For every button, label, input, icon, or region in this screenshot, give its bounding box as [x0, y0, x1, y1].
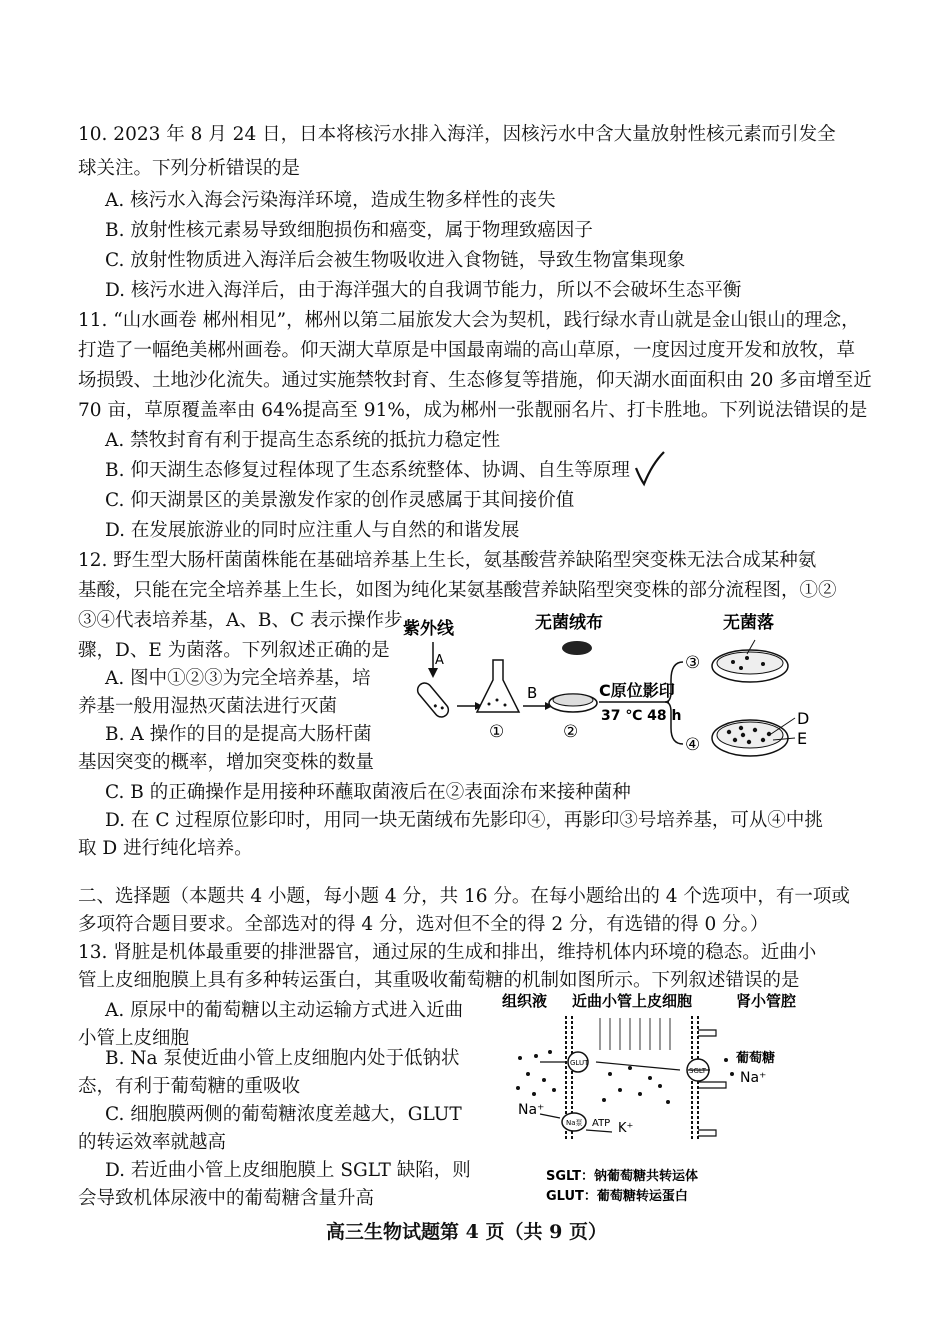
page-footer: 高三生物试题第 4 页（共 9 页） — [326, 1221, 607, 1243]
q13-option-a-line2: 小管上皮细胞 — [78, 1028, 190, 1049]
q12-stem-line4: 骤，D、E 为菌落。下列叙述正确的是 — [78, 640, 390, 661]
plate-2-medium — [553, 694, 593, 706]
checkmark-icon — [632, 448, 668, 488]
colony — [761, 738, 765, 742]
q13-option-c-line2: 的转运效率就越高 — [78, 1132, 227, 1153]
legend-glut: GLUT：葡萄糖转运蛋白 — [546, 1189, 688, 1204]
colony — [767, 732, 771, 736]
no-colony-label: 无菌落 — [723, 613, 774, 633]
colony — [733, 738, 737, 742]
q12-stem-line2: 基酸，只能在完全培养基上生长，如图为纯化某氨基酸营养缺陷型突变株的部分流程图，①② — [78, 580, 837, 601]
q12-stem-line1: 12. 野生型大肠杆菌菌株能在基础培养基上生长，氨基酸营养缺陷型突变株无法合成某种氨 — [78, 550, 817, 571]
colony — [731, 660, 735, 664]
sglt-label: SGLT — [689, 1067, 707, 1075]
uv-label: 紫外线 — [403, 619, 454, 639]
q12-option-d-line2: 取 D 进行纯化培养。 — [78, 838, 253, 859]
q11-stem-line3: 场损毁、土地沙化流失。通过实施禁牧封育、生态修复等措施，仰天湖水面面积由 20 多亩增至近 — [78, 370, 872, 391]
q10-option-a: A. 核污水入海会污染海洋环境，造成生物多样性的丧失 — [105, 190, 556, 211]
q12-option-b-line2: 基因突变的概率，增加突变株的数量 — [78, 752, 375, 773]
q11-stem-line4: 70 亩，草原覆盖率由 64%提高至 91%，成为郴州一张靓丽名片、打卡胜地。下列说法错误的是 — [78, 400, 868, 421]
plate-3-medium — [717, 652, 783, 674]
q10-option-d: D. 核污水进入海洋后，由于海洋强大的自我调节能力，所以不会破坏生态平衡 — [105, 280, 742, 301]
section-2-instructions-line1: 二、选择题（本题共 4 小题，每小题 4 分，共 16 分。在每小题给出的 4 个选项中，有一项或 — [78, 886, 850, 907]
colony — [739, 666, 743, 670]
flask-icon — [477, 660, 519, 712]
q13-stem-line2: 管上皮细胞膜上具有多种转运蛋白，其重吸收葡萄糖的机制如图所示。下列叙述错误的是 — [78, 970, 800, 991]
colony — [761, 662, 765, 666]
q13-option-d-line1: D. 若近曲小管上皮细胞膜上 SGLT 缺陷，则 — [105, 1160, 471, 1181]
q13-option-a-line1: A. 原尿中的葡萄糖以主动运输方式进入近曲 — [105, 1000, 464, 1021]
branch-bracket — [665, 662, 683, 744]
q12-option-b-line1: B. A 操作的目的是提高大肠杆菌 — [105, 724, 372, 745]
q13-transport-figure — [500, 990, 840, 1210]
q11-option-c: C. 仰天湖景区的美景激发作家的创作灵感属于其间接价值 — [105, 490, 575, 511]
medium-2-label: ② — [563, 722, 579, 742]
atp-label: ATP — [592, 1118, 611, 1129]
q12-option-a-line1: A. 图中①②③为完全培养基，培 — [105, 668, 371, 689]
incubation-condition-label: 37 ℃ 48 h — [601, 708, 682, 724]
colony — [753, 728, 757, 732]
tubule-lumen-label: 肾小管腔 — [736, 992, 797, 1010]
colony-d-label: D — [797, 709, 810, 728]
k-ion-label: K⁺ — [618, 1121, 634, 1136]
q10-option-b: B. 放射性核元素易导致细胞损伤和癌变，属于物理致癌因子 — [105, 220, 593, 241]
q11-stem-line2: 打造了一幅绝美郴州画卷。仰天湖大草原是中国最南端的高山草原，一度因过度开发和放牧，草 — [78, 340, 856, 361]
q12-stem-line3: ③④代表培养基，A、B、C 表示操作步 — [78, 610, 403, 631]
plate-4-medium — [717, 722, 783, 748]
na-pump-label: Na泵 — [566, 1119, 583, 1127]
colony — [747, 740, 751, 744]
step-c-label: C原位影印 — [599, 681, 675, 700]
membrane-folds — [600, 1018, 670, 1050]
step-a-label: A — [435, 653, 444, 668]
q11-option-d: D. 在发展旅游业的同时应注重人与自然的和谐发展 — [105, 520, 520, 541]
medium-3-label: ③ — [685, 653, 701, 673]
microvilli — [698, 1030, 726, 1136]
na-ion-right-label: Na⁺ — [740, 1070, 767, 1086]
sterile-cloth-icon — [562, 641, 592, 655]
q13-option-b-line1: B. Na 泵使近曲小管上皮细胞内处于低钠状 — [105, 1048, 460, 1069]
medium-4-label: ④ — [685, 735, 701, 755]
q10-stem-line1: 10. 2023 年 8 月 24 日，日本将核污水排入海洋，因核污水中含大量放射性核元素而引发全 — [78, 124, 836, 145]
q13-stem-line1: 13. 肾脏是机体最重要的排泄器官，通过尿的生成和排出，维持机体内环境的稳态。近曲小 — [78, 942, 817, 963]
colony — [745, 656, 749, 660]
q10-option-c: C. 放射性物质进入海洋后会被生物吸收进入食物链，导致生物富集现象 — [105, 250, 686, 271]
interstitial-fluid-label: 组织液 — [502, 992, 548, 1010]
uv-arrow-head — [428, 668, 438, 678]
colony — [739, 726, 743, 730]
legend-sglt: SGLT：钠葡萄糖共转运体 — [546, 1169, 699, 1184]
q11-option-a: A. 禁牧封育有利于提高生态系统的抵抗力稳定性 — [105, 430, 501, 451]
colony — [727, 730, 731, 734]
glucose-label: 葡萄糖 — [736, 1051, 776, 1066]
q13-option-d-line2: 会导致机体尿液中的葡萄糖含量升高 — [78, 1188, 375, 1209]
q13-option-c-line1: C. 细胞膜两侧的葡萄糖浓度差越大，GLUT — [105, 1104, 462, 1125]
q11-option-b: B. 仰天湖生态修复过程体现了生态系统整体、协调、自生等原理 — [105, 460, 630, 481]
q12-option-a-line2: 养基一般用湿热灭菌法进行灭菌 — [78, 696, 338, 717]
sterile-cloth-label: 无菌绒布 — [535, 613, 603, 633]
medium-1-label: ① — [489, 722, 505, 742]
q12-option-d-line1: D. 在 C 过程原位影印时，用同一块无菌绒布先影印④，再影印③号培养基，可从④中挑 — [105, 810, 823, 831]
q11-stem-line1: 11. “山水画卷 郴州相见”，郴州以第二届旅发大会为契机，践行绿水青山就是金山银山的理念， — [78, 310, 860, 331]
q10-stem-line2: 球关注。下列分析错误的是 — [78, 158, 301, 179]
q12-option-c: C. B 的正确操作是用接种环蘸取菌液后在②表面涂布来接种菌种 — [105, 782, 631, 803]
glut-label: GLUT — [570, 1059, 589, 1067]
test-tube-icon — [415, 680, 451, 720]
epithelial-cell-label: 近曲小管上皮细胞 — [572, 992, 693, 1010]
step-b-label: B — [527, 684, 538, 702]
colony-e-label: E — [797, 729, 808, 748]
colony — [741, 733, 745, 737]
q13-option-b-line2: 态，有利于葡萄糖的重吸收 — [78, 1076, 301, 1097]
q12-flowchart-figure — [385, 600, 835, 770]
section-2-instructions-line2: 多项符合题目要求。全部选对的得 4 分，选对但不全的得 2 分，有选错的得 0 分。） — [78, 914, 769, 935]
na-ion-left-label: Na⁺ — [518, 1102, 545, 1118]
